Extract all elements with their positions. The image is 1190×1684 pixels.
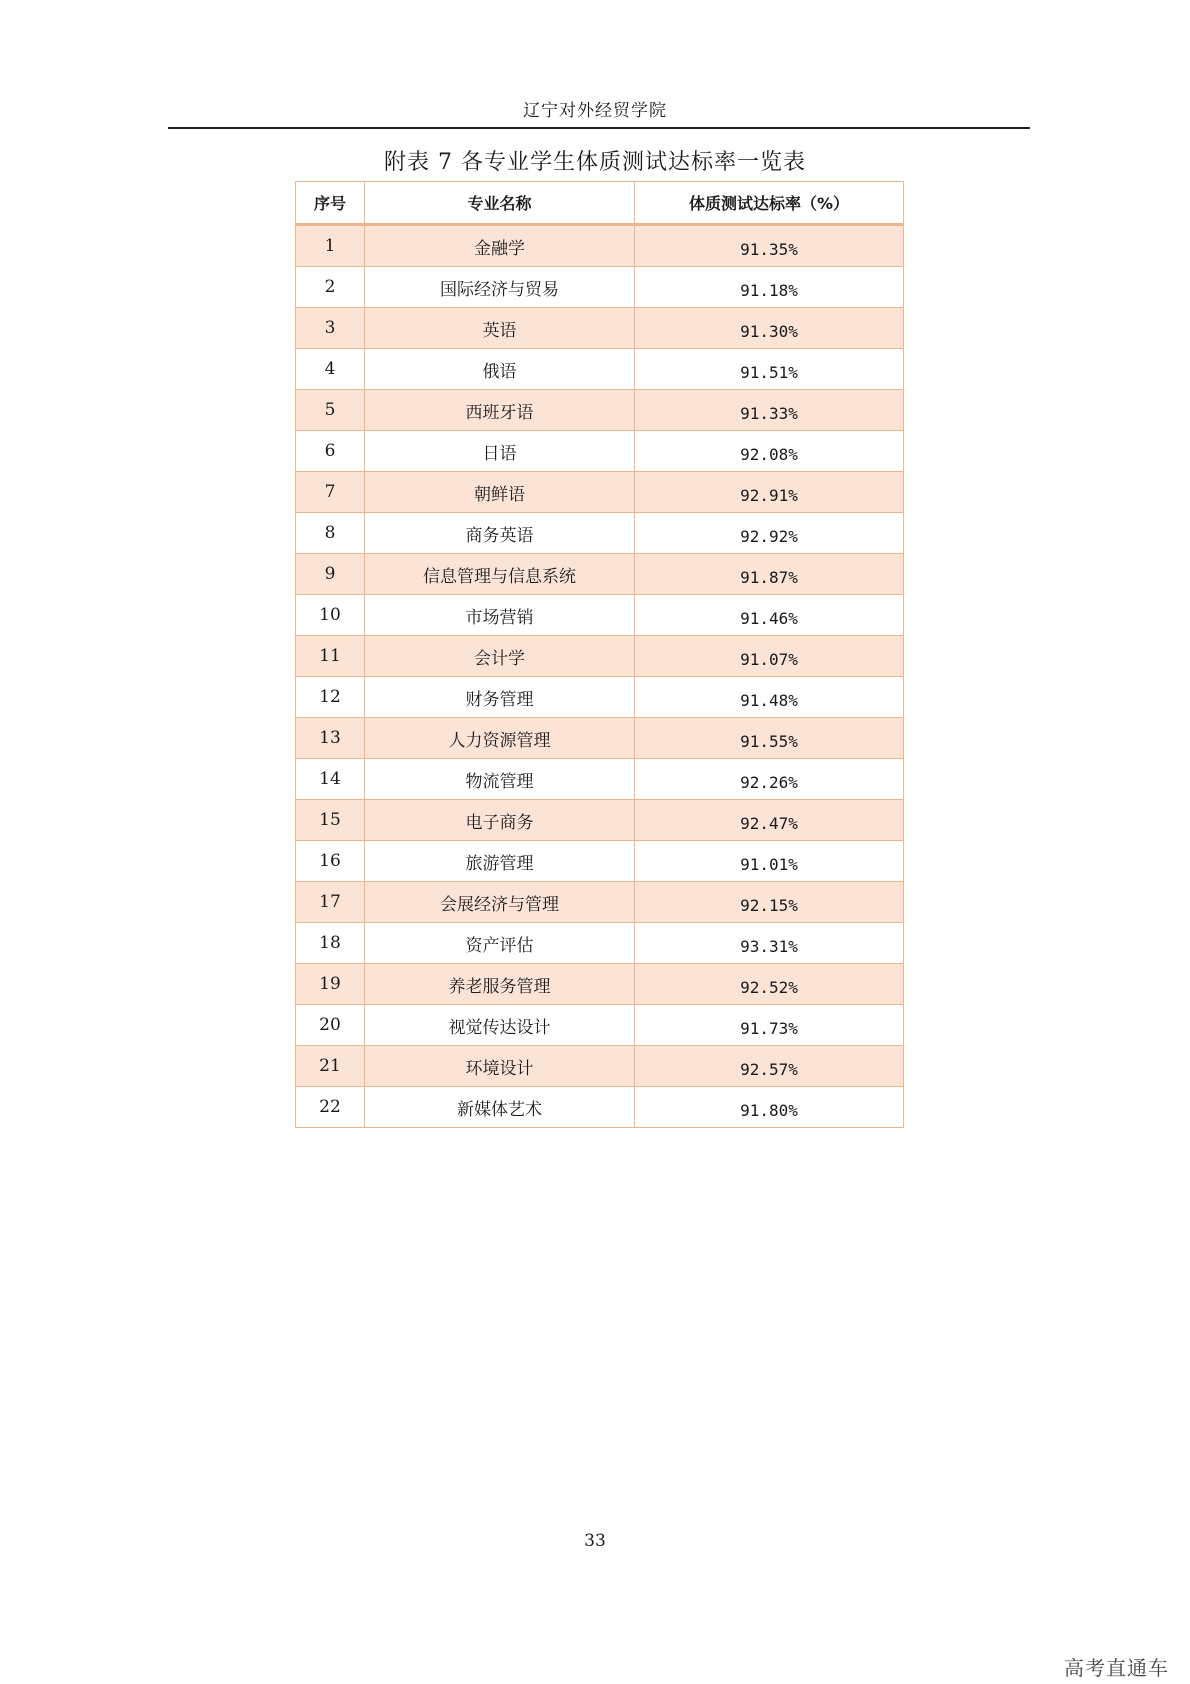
table-row [296, 1087, 904, 1128]
cell-major: 金融学 [365, 225, 635, 267]
table-row [296, 964, 904, 1005]
cell-index: 16 [296, 841, 365, 882]
cell-index: 5 [296, 390, 365, 431]
cell-index: 10 [296, 595, 365, 636]
cell-rate: 92.92% [635, 513, 904, 554]
cell-rate: 92.91% [635, 472, 904, 513]
cell-index: 17 [296, 882, 365, 923]
cell-major: 旅游管理 [365, 841, 635, 882]
cell-index: 11 [296, 636, 365, 677]
table-row [296, 1005, 904, 1046]
cell-index: 4 [296, 349, 365, 390]
table-row [296, 718, 904, 759]
column-header-major: 专业名称 [365, 182, 635, 225]
cell-index: 13 [296, 718, 365, 759]
cell-index: 3 [296, 308, 365, 349]
cell-index: 7 [296, 472, 365, 513]
cell-rate: 92.15% [635, 882, 904, 923]
cell-rate: 91.35% [635, 225, 904, 267]
cell-rate: 93.31% [635, 923, 904, 964]
cell-index: 9 [296, 554, 365, 595]
cell-major: 市场营销 [365, 595, 635, 636]
cell-rate: 91.48% [635, 677, 904, 718]
cell-rate: 91.51% [635, 349, 904, 390]
cell-index: 21 [296, 1046, 365, 1087]
table-row [296, 636, 904, 677]
cell-rate: 91.18% [635, 267, 904, 308]
cell-major: 会展经济与管理 [365, 882, 635, 923]
table-body [296, 225, 904, 1128]
table-title: 附表 7 各专业学生体质测试达标率一览表 [384, 150, 806, 175]
cell-major: 新媒体艺术 [365, 1087, 635, 1128]
cell-rate: 91.33% [635, 390, 904, 431]
table-row [296, 390, 904, 431]
header-rule [168, 127, 1030, 129]
table-row [296, 349, 904, 390]
cell-index: 15 [296, 800, 365, 841]
cell-major: 商务英语 [365, 513, 635, 554]
cell-major: 养老服务管理 [365, 964, 635, 1005]
cell-major: 日语 [365, 431, 635, 472]
cell-major: 信息管理与信息系统 [365, 554, 635, 595]
cell-major: 电子商务 [365, 800, 635, 841]
watermark-text: 高考直通车 [1064, 1656, 1169, 1680]
table-header-row [296, 182, 904, 225]
cell-rate: 91.30% [635, 308, 904, 349]
document-header: 辽宁对外经贸学院 [523, 101, 667, 121]
table-row [296, 308, 904, 349]
cell-index: 20 [296, 1005, 365, 1046]
cell-rate: 92.57% [635, 1046, 904, 1087]
cell-rate: 91.07% [635, 636, 904, 677]
cell-rate: 91.01% [635, 841, 904, 882]
cell-rate: 91.87% [635, 554, 904, 595]
cell-rate: 92.52% [635, 964, 904, 1005]
cell-major: 英语 [365, 308, 635, 349]
table-row [296, 225, 904, 267]
cell-index: 12 [296, 677, 365, 718]
cell-major: 人力资源管理 [365, 718, 635, 759]
cell-rate: 92.08% [635, 431, 904, 472]
table-row [296, 841, 904, 882]
cell-index: 22 [296, 1087, 365, 1128]
cell-index: 2 [296, 267, 365, 308]
cell-major: 资产评估 [365, 923, 635, 964]
cell-major: 财务管理 [365, 677, 635, 718]
page-number: 33 [584, 1531, 606, 1551]
cell-index: 18 [296, 923, 365, 964]
cell-rate: 91.80% [635, 1087, 904, 1128]
table-row [296, 759, 904, 800]
column-header-index: 序号 [296, 182, 365, 225]
cell-major: 视觉传达设计 [365, 1005, 635, 1046]
table-row [296, 595, 904, 636]
cell-major: 环境设计 [365, 1046, 635, 1087]
table-row [296, 472, 904, 513]
cell-major: 俄语 [365, 349, 635, 390]
table-row [296, 554, 904, 595]
cell-rate: 91.55% [635, 718, 904, 759]
table-row [296, 431, 904, 472]
table-row [296, 1046, 904, 1087]
cell-index: 6 [296, 431, 365, 472]
cell-rate: 91.73% [635, 1005, 904, 1046]
table-row [296, 923, 904, 964]
column-header-rate: 体质测试达标率（%） [635, 182, 904, 225]
cell-major: 国际经济与贸易 [365, 267, 635, 308]
table-row [296, 882, 904, 923]
table-row [296, 800, 904, 841]
cell-index: 14 [296, 759, 365, 800]
table-row [296, 677, 904, 718]
cell-rate: 92.47% [635, 800, 904, 841]
cell-major: 朝鲜语 [365, 472, 635, 513]
cell-index: 8 [296, 513, 365, 554]
fitness-rate-table [295, 181, 904, 1128]
cell-major: 西班牙语 [365, 390, 635, 431]
cell-major: 物流管理 [365, 759, 635, 800]
cell-index: 1 [296, 225, 365, 267]
cell-major: 会计学 [365, 636, 635, 677]
cell-index: 19 [296, 964, 365, 1005]
table-row [296, 267, 904, 308]
cell-rate: 91.46% [635, 595, 904, 636]
cell-rate: 92.26% [635, 759, 904, 800]
table-row [296, 513, 904, 554]
